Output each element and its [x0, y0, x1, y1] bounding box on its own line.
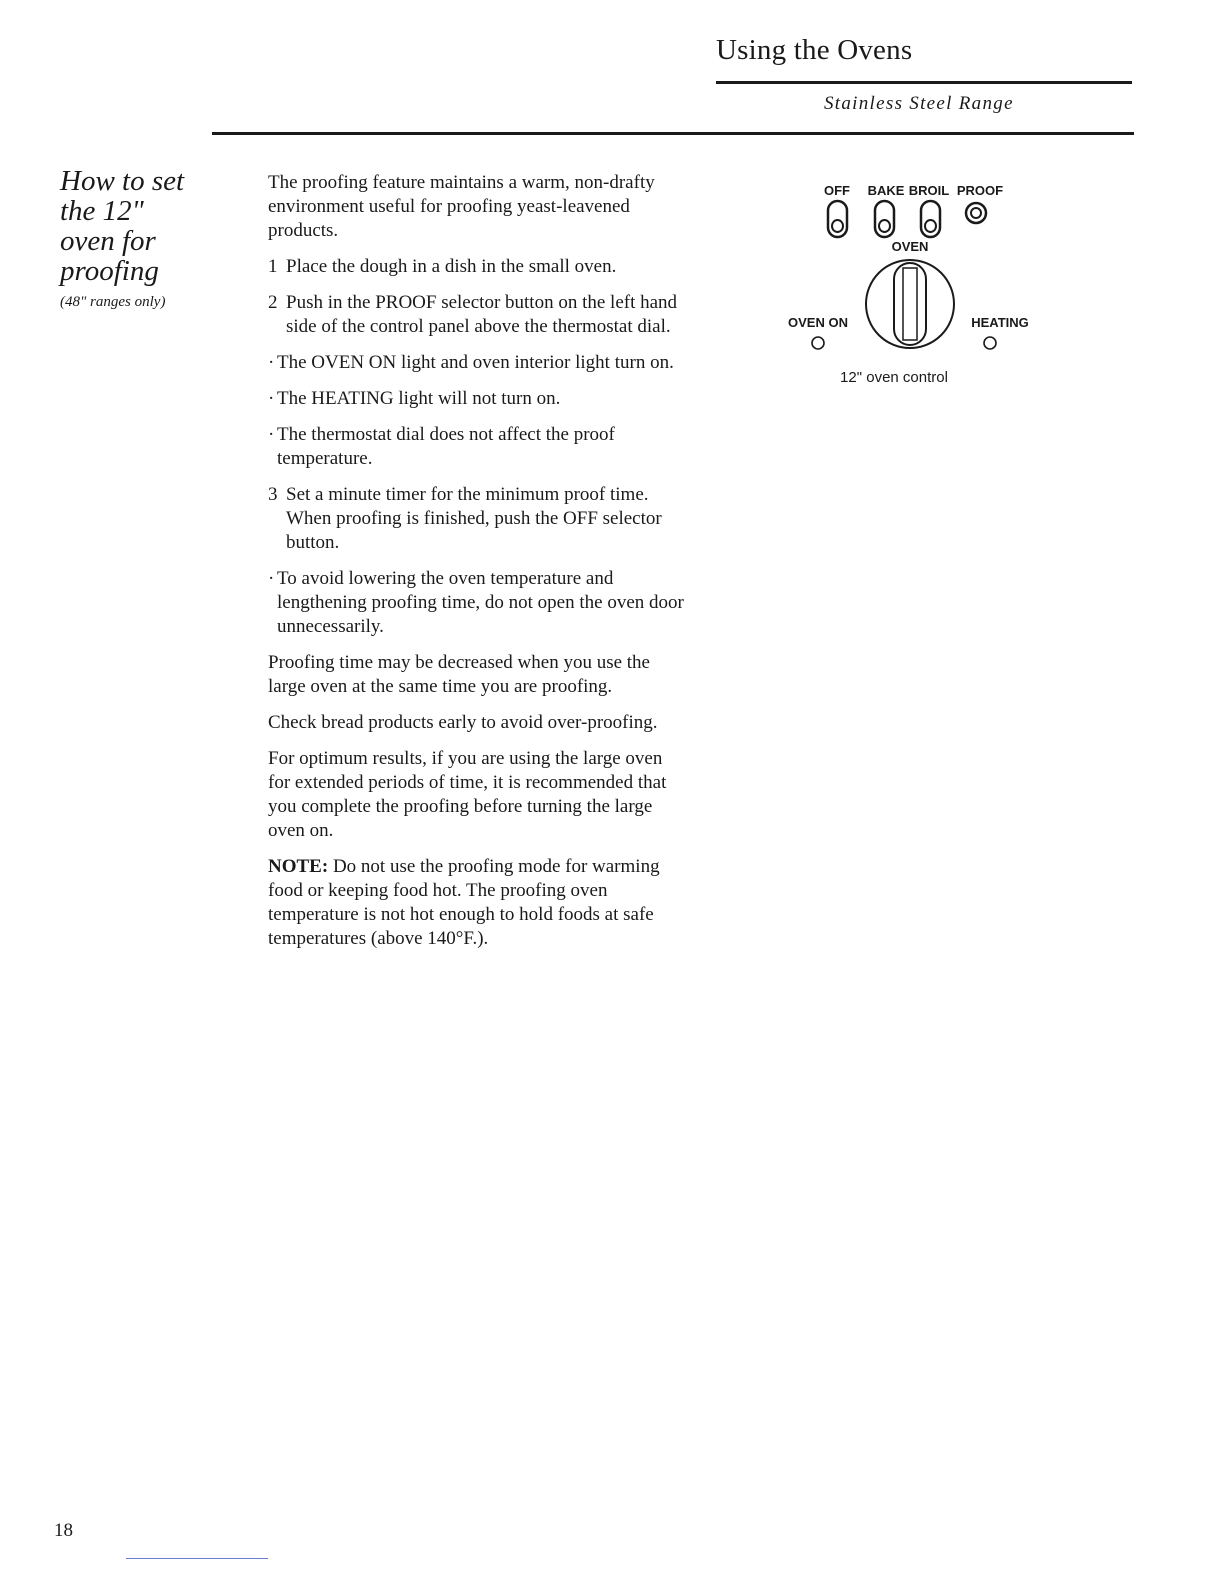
step-1: [268, 255, 688, 279]
header-rule-long: [212, 132, 1134, 135]
section-heading-line: oven for: [60, 225, 156, 257]
off-selector-button-icon: [828, 201, 847, 237]
bullet-item: · The HEATING light will not turn on.: [268, 387, 688, 411]
step-3: [268, 483, 688, 555]
paragraph: Check bread products early to avoid over-proofing.: [268, 712, 658, 733]
step-text: Push in the PROOF selector button on the left hand side of the control panel above the thermostat dial.: [286, 292, 678, 337]
step-text: Place the dough in a dish in the small oven.: [286, 256, 617, 277]
oven-on-label: OVEN ON: [788, 315, 848, 330]
step-number: 1: [268, 256, 278, 277]
bottom-link-underline: [126, 1558, 268, 1559]
bake-button-label: BAKE: [867, 183, 905, 198]
oven-label: OVEN: [891, 239, 929, 254]
section-heading-line: proofing: [60, 255, 159, 287]
step-text: Set a minute timer for the minimum proof time. When proofing is finished, push the OFF selector button.: [286, 484, 662, 553]
off-button-label: OFF: [824, 183, 850, 198]
broil-button-label: BROIL: [908, 183, 950, 198]
oven-on-indicator-light-icon: [812, 337, 824, 349]
body-text: [268, 171, 688, 963]
section-note: (48" ranges only): [60, 294, 166, 310]
proof-button-label: PROOF: [956, 183, 1004, 198]
note-text: Do not use the proofing mode for warming food or keeping food hot. The proofing oven temperature is not hot enough to hold foods at safe temperatures (above 140°F.).: [268, 856, 660, 949]
bullet-item: · The thermostat dial does not affect the proof temperature.: [268, 423, 688, 471]
section-heading: [60, 166, 210, 286]
bullet-item: · The OVEN ON light and oven interior light turn on.: [268, 351, 688, 375]
step-2: [268, 291, 688, 339]
page-header-subtitle: Stainless Steel Range: [824, 93, 1014, 114]
page-header-title: Using the Ovens: [716, 34, 913, 66]
intro-paragraph: The proofing feature maintains a warm, non-drafty environment useful for proofing yeast-leavened products.: [268, 172, 655, 241]
broil-selector-button-icon: [921, 201, 940, 237]
paragraph: Proofing time may be decreased when you use the large oven at the same time you are proofing.: [268, 652, 650, 697]
header-rule-short: [716, 81, 1132, 84]
bullet-item: · To avoid lowering the oven temperature and lengthening proofing time, do not open the oven door unnecessarily.: [268, 567, 688, 639]
heating-indicator-light-icon: [984, 337, 996, 349]
step-number: 3: [268, 484, 278, 505]
thermostat-dial-icon: [866, 260, 954, 348]
section-heading-line: How to set: [60, 165, 185, 197]
note-paragraph: [268, 855, 688, 951]
section-heading-line: the 12": [60, 195, 144, 227]
note-label: NOTE:: [268, 856, 329, 877]
oven-control-illustration: [760, 170, 1050, 400]
proof-selector-button-pressed-icon: [966, 203, 986, 223]
paragraph: For optimum results, if you are using the large oven for extended periods of time, it is recommended that you complete the proofing before turning the large oven on.: [268, 748, 667, 841]
bake-selector-button-icon: [875, 201, 894, 237]
illustration-caption: 12" oven control: [840, 369, 948, 386]
step-number: 2: [268, 292, 278, 313]
heating-label: HEATING: [971, 315, 1029, 330]
page-number: 18: [54, 1520, 73, 1541]
